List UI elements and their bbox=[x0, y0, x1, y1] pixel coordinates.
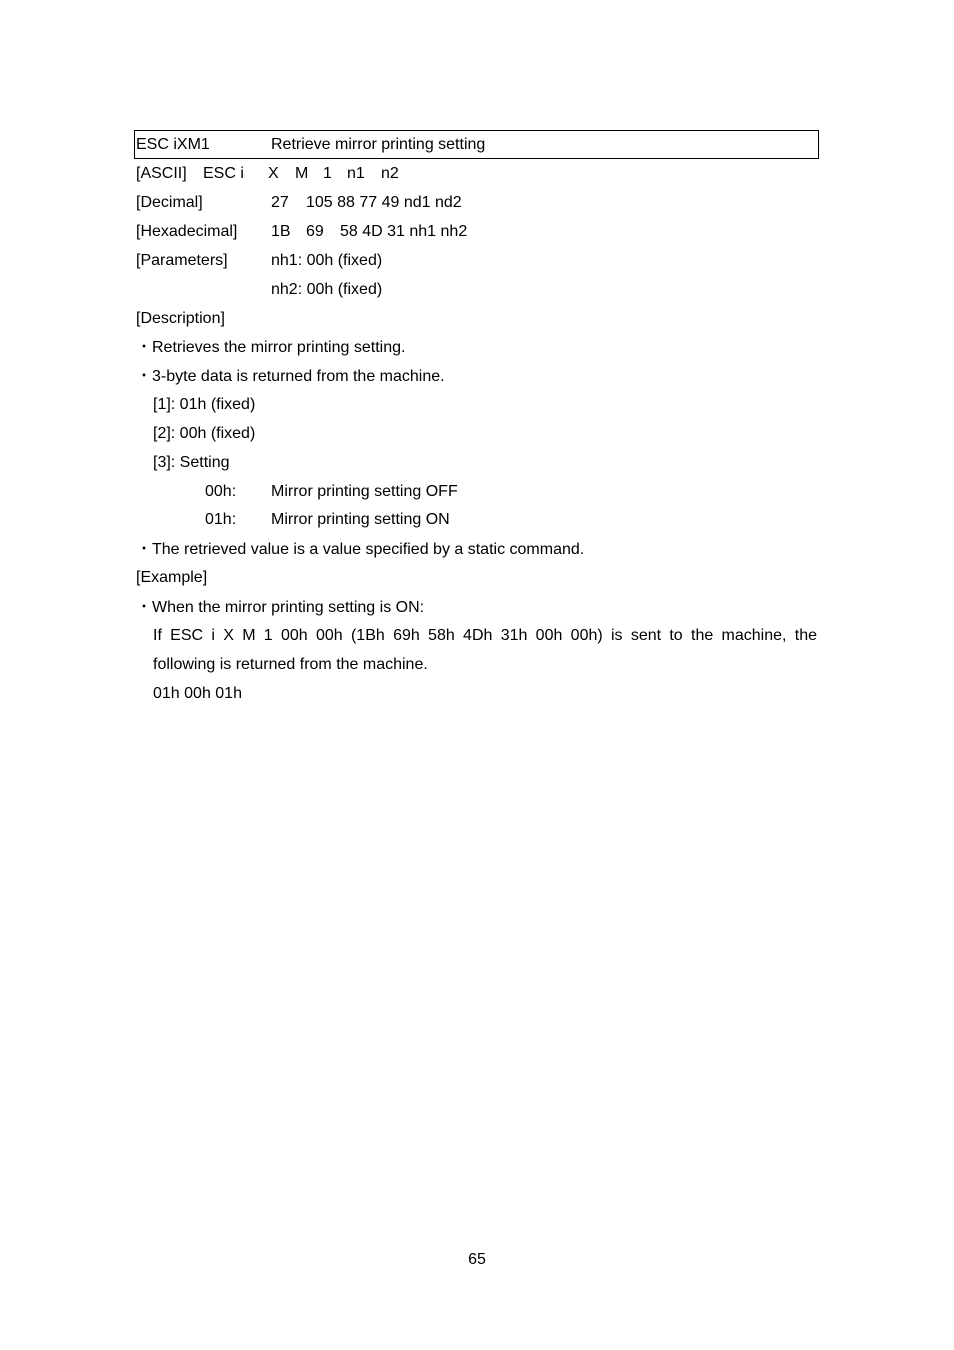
ascii-value: X bbox=[268, 165, 279, 182]
ascii-value: ESC i bbox=[203, 165, 244, 182]
example-result: 01h 00h 01h bbox=[153, 685, 242, 702]
page-number: 65 bbox=[468, 1251, 486, 1268]
example-text-line: If ESC i X M 1 00h 00h (1Bh 69h 58h 4Dh 31h 00h 00h) is sent to the machine, the bbox=[153, 627, 817, 644]
hexadecimal-value: 1B bbox=[271, 223, 291, 240]
return-byte-1: [1]: 01h (fixed) bbox=[153, 396, 256, 413]
ascii-value: n2 bbox=[381, 165, 399, 182]
ascii-label: [ASCII] bbox=[136, 165, 187, 182]
setting-code: 01h: bbox=[205, 511, 237, 528]
setting-code: 00h: bbox=[205, 483, 237, 500]
decimal-value: 105 88 77 49 nd1 nd2 bbox=[306, 194, 462, 211]
setting-text: Mirror printing setting ON bbox=[271, 511, 450, 528]
setting-text: Mirror printing setting OFF bbox=[271, 483, 458, 500]
example-text-line: following is returned from the machine. bbox=[153, 656, 428, 673]
hexadecimal-value: 69 bbox=[306, 223, 324, 240]
ascii-value: 1 bbox=[323, 165, 332, 182]
description-label: [Description] bbox=[136, 310, 225, 327]
command-name: ESC iXM1 bbox=[136, 136, 210, 153]
example-bullet: ・When the mirror printing setting is ON: bbox=[136, 599, 425, 616]
parameters-label: [Parameters] bbox=[136, 252, 228, 269]
hexadecimal-value: 58 4D 31 nh1 nh2 bbox=[340, 223, 468, 240]
parameter-item: nh1: 00h (fixed) bbox=[271, 252, 383, 269]
description-bullet: ・The retrieved value is a value specified by a static command. bbox=[136, 541, 585, 558]
decimal-label: [Decimal] bbox=[136, 194, 203, 211]
return-byte-3: [3]: Setting bbox=[153, 454, 230, 471]
example-label: [Example] bbox=[136, 569, 208, 586]
return-byte-2: [2]: 00h (fixed) bbox=[153, 425, 256, 442]
description-bullet: ・Retrieves the mirror printing setting. bbox=[136, 339, 406, 356]
ascii-value: n1 bbox=[347, 165, 365, 182]
description-bullet: ・3-byte data is returned from the machine. bbox=[136, 368, 445, 385]
parameter-item: nh2: 00h (fixed) bbox=[271, 281, 383, 298]
decimal-value: 27 bbox=[271, 194, 289, 211]
ascii-value: M bbox=[295, 165, 309, 182]
command-title: Retrieve mirror printing setting bbox=[271, 136, 486, 153]
hexadecimal-label: [Hexadecimal] bbox=[136, 223, 238, 240]
